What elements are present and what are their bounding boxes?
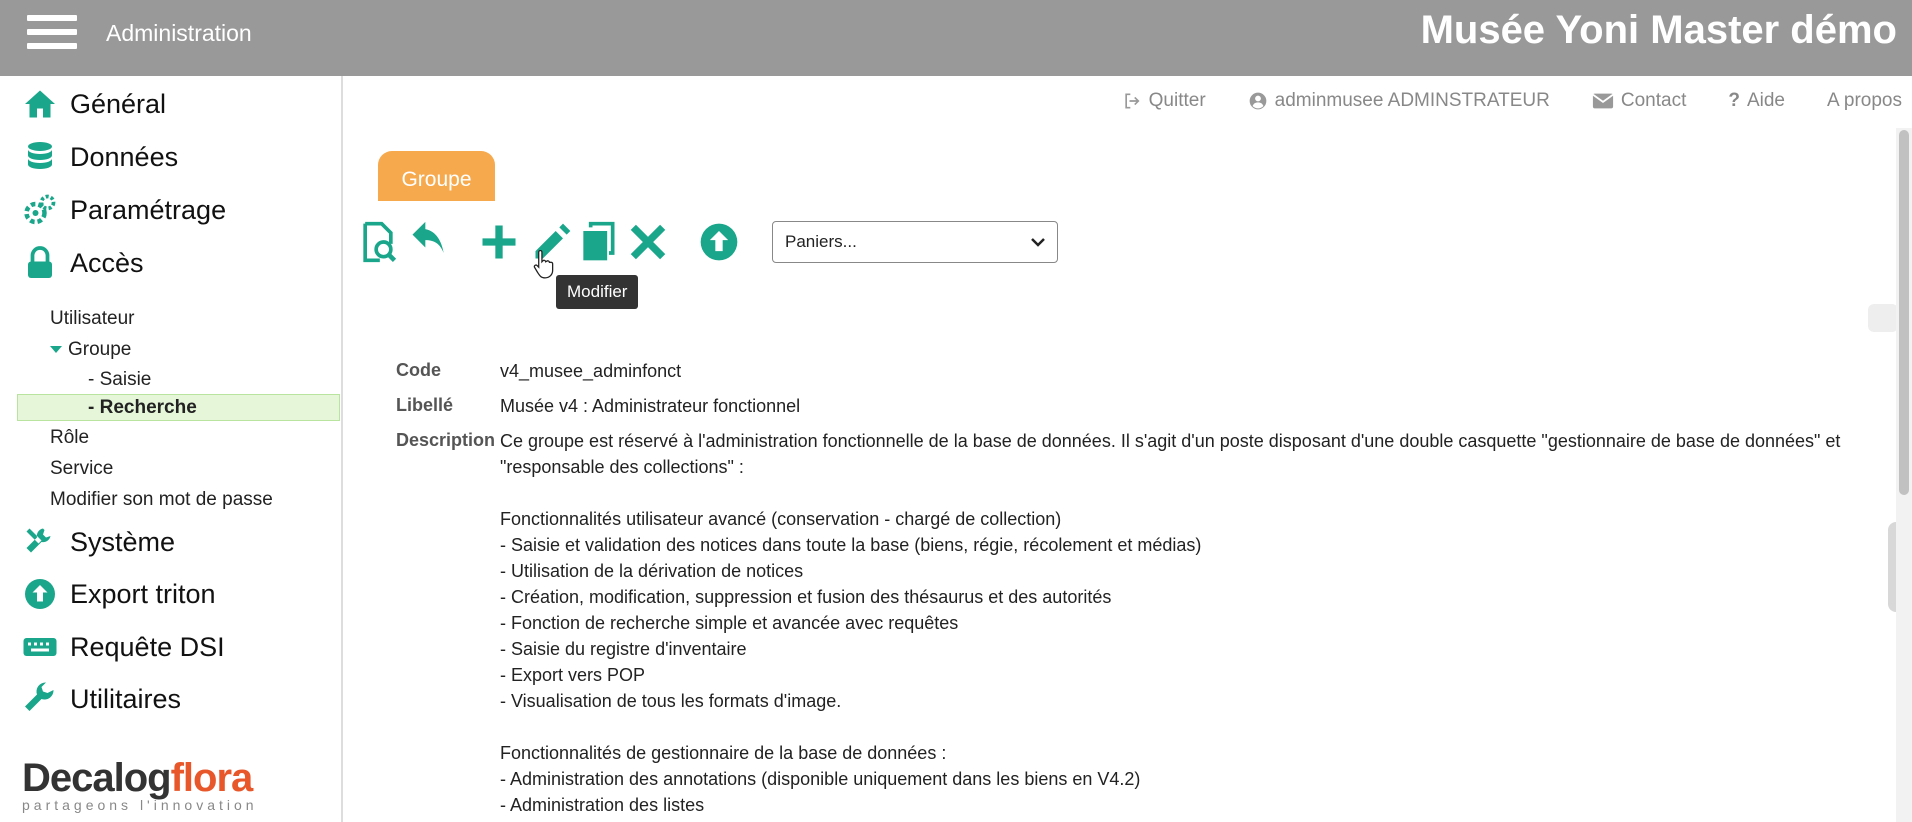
user-label: adminmusee ADMINSTRATEUR xyxy=(1274,90,1550,111)
sign-out-icon xyxy=(1122,91,1142,111)
envelope-icon xyxy=(1592,92,1614,110)
hamburger-menu-icon[interactable] xyxy=(27,15,77,55)
caret-down-icon xyxy=(50,346,62,353)
paniers-select[interactable] xyxy=(772,221,1058,263)
description-value: Ce groupe est réservé à l'administration fonctionnelle de la base de données. Il s'agit d'un poste disposant d'une double casquette "gestionnaire de base de données" et "responsable des collections" : Fonctionnalités utilisateur avancé (conservation - chargé de collection) - Saisie et validation des notices dans toute la base (biens, régie, récolement et médias) - Utilisation de la dérivation de notices - Création, modification, suppression et fusion des thésaurus et des autorités - Fonction de recherche simple et avancée avec requêtes - Saisie du registre d'inventaire - Export vers POP - Visualisation de tous les formats d'image. Fonctionnalités de gestionnaire de la base de données : - Administration des annotations (disponible uniquement dans les biens en V4.2) - Administration des listes xyxy=(500,431,1841,815)
database-icon xyxy=(22,139,58,175)
keyboard-icon xyxy=(22,629,58,665)
undo-icon[interactable] xyxy=(407,220,451,264)
sidebar xyxy=(0,76,343,822)
user-circle-icon xyxy=(1248,91,1268,111)
help-label: Aide xyxy=(1746,90,1785,111)
sidebar-item-label: Général xyxy=(70,88,167,119)
sidebar-item-donnees[interactable] xyxy=(22,139,178,175)
code-value: v4_musee_adminfonct xyxy=(500,361,682,381)
contact-link[interactable] xyxy=(1592,90,1686,112)
tooltip: Modifier xyxy=(556,275,638,309)
libelle-label: Libellé xyxy=(396,395,454,415)
sidebar-item-export-triton[interactable] xyxy=(22,576,216,612)
sidebar-item-acces[interactable] xyxy=(22,245,144,281)
scrollbar[interactable] xyxy=(1896,128,1912,822)
globe-export-icon[interactable] xyxy=(697,220,741,264)
help-link[interactable] xyxy=(1728,90,1785,112)
tools-icon xyxy=(22,524,58,560)
sidebar-item-label: Système xyxy=(70,526,176,557)
sidebar-sub-utilisateur[interactable]: Utilisateur xyxy=(50,308,135,329)
wrench-icon xyxy=(22,681,58,717)
about-link[interactable] xyxy=(1827,90,1902,112)
scrollbar-thumb[interactable] xyxy=(1899,130,1909,495)
side-toggle-button[interactable] xyxy=(1868,304,1898,332)
sidebar-sub-label: Groupe xyxy=(68,339,132,360)
quit-link[interactable] xyxy=(1122,90,1206,112)
tab-groupe[interactable]: Groupe xyxy=(378,151,495,201)
home-icon xyxy=(22,86,58,122)
sidebar-sub-saisie[interactable]: - Saisie xyxy=(88,369,152,390)
hand-cursor-icon xyxy=(532,250,554,280)
sidebar-item-general[interactable] xyxy=(22,86,166,122)
gears-icon xyxy=(22,192,58,228)
sidebar-sub-groupe[interactable] xyxy=(50,339,131,361)
section-title: Administration xyxy=(106,20,252,46)
search-document-icon[interactable] xyxy=(356,220,400,264)
sidebar-item-label: Accès xyxy=(70,247,144,278)
brand-title: Musée Yoni Master démo xyxy=(1420,8,1897,52)
sidebar-item-requete-dsi[interactable] xyxy=(22,629,225,665)
code-label: Code xyxy=(396,360,441,380)
globe-export-icon xyxy=(22,576,58,612)
description-label: Description xyxy=(396,430,496,450)
sidebar-item-systeme[interactable] xyxy=(22,524,175,560)
sidebar-item-label: Export triton xyxy=(70,578,216,609)
libelle-value: Musée v4 : Administrateur fonctionnel xyxy=(500,396,801,416)
sidebar-item-label: Données xyxy=(70,141,179,172)
contact-label: Contact xyxy=(1620,90,1687,111)
sidebar-sub-recherche[interactable] xyxy=(17,394,340,421)
paniers-select-value: Paniers... xyxy=(785,232,857,251)
decalog-flora-logo: Decalogflora partageons l'innovation xyxy=(22,756,258,813)
quit-label: Quitter xyxy=(1148,90,1206,111)
add-icon[interactable] xyxy=(477,220,521,264)
copy-icon[interactable] xyxy=(576,220,620,264)
chevron-down-icon xyxy=(1031,237,1045,247)
sidebar-item-label: Requête DSI xyxy=(70,631,225,662)
user-link[interactable] xyxy=(1248,90,1550,112)
about-label: A propos xyxy=(1827,90,1902,111)
sidebar-item-utilitaires[interactable] xyxy=(22,681,181,717)
sidebar-item-label: Utilitaires xyxy=(70,683,182,714)
sidebar-sub-role[interactable]: Rôle xyxy=(50,427,90,448)
delete-x-icon[interactable] xyxy=(626,220,670,264)
sidebar-sub-password[interactable]: Modifier son mot de passe xyxy=(50,489,273,510)
sidebar-item-parametrage[interactable] xyxy=(22,192,226,228)
sidebar-item-label: Paramétrage xyxy=(70,194,227,225)
sidebar-sub-service[interactable]: Service xyxy=(50,458,114,479)
question-icon: ? xyxy=(1728,90,1740,111)
sidebar-sub-label: - Recherche xyxy=(88,397,197,418)
top-links xyxy=(1122,90,1902,112)
lock-icon xyxy=(22,245,58,281)
top-bar xyxy=(0,0,1912,76)
